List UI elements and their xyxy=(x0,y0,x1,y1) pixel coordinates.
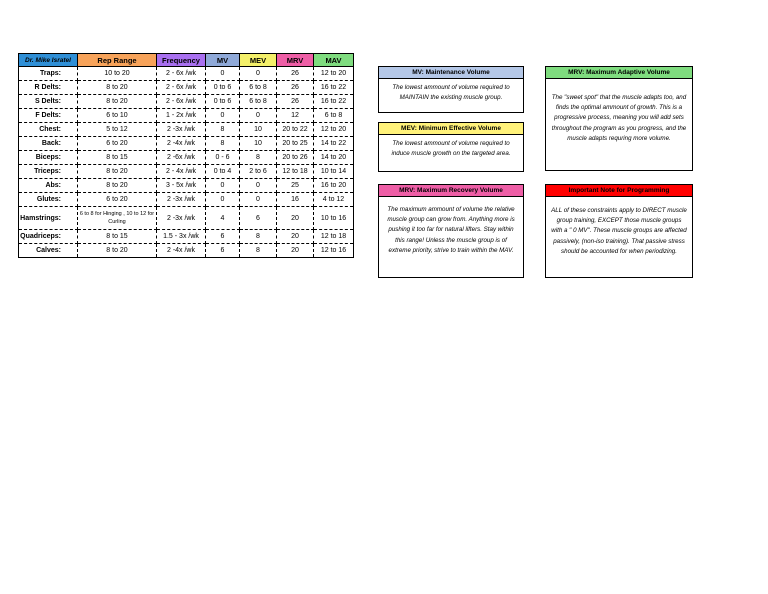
mv-header: MV xyxy=(206,54,240,67)
mv-cell: 0 - 6 xyxy=(206,151,240,165)
mv-cell: 6 xyxy=(206,244,240,258)
table-row xyxy=(19,165,354,179)
rep-range-cell: 6 to 8 for Hinging , 10 to 12 for Curling xyxy=(78,207,157,230)
author-header: Dr. Mike Isratel xyxy=(19,54,78,67)
table-row xyxy=(19,207,354,230)
mrv-header: MRV xyxy=(277,54,314,67)
mav-cell: 6 to 8 xyxy=(314,109,354,123)
mev-cell: 0 xyxy=(240,193,277,207)
mev-cell: 6 to 8 xyxy=(240,95,277,109)
mv-cell: 0 xyxy=(206,67,240,81)
mrv-box-title: MRV: Maximum Recovery Volume xyxy=(379,185,523,197)
table-header-row xyxy=(19,54,354,67)
mv-cell: 4 xyxy=(206,207,240,230)
mrv-cell: 26 xyxy=(277,67,314,81)
note-info-box xyxy=(545,184,693,278)
note-box-title: Important Note for Programming xyxy=(546,185,692,197)
mrv-cell: 12 xyxy=(277,109,314,123)
table-row xyxy=(19,244,354,258)
mv-cell: 0 xyxy=(206,193,240,207)
rep-range-cell: 6 to 20 xyxy=(78,193,157,207)
frequency-cell: 2 - 6x /wk xyxy=(157,81,206,95)
mrv-cell: 26 xyxy=(277,81,314,95)
table-row xyxy=(19,81,354,95)
muscle-cell: Calves: xyxy=(19,244,78,258)
mav-cell: 12 to 18 xyxy=(314,230,354,244)
mv-box-title: MV: Maintenance Volume xyxy=(379,67,523,79)
mav-cell: 14 to 20 xyxy=(314,151,354,165)
mav-cell: 16 to 20 xyxy=(314,179,354,193)
mv-cell: 6 xyxy=(206,230,240,244)
mrv-cell: 20 xyxy=(277,230,314,244)
rep-range-cell: 8 to 15 xyxy=(78,230,157,244)
mrv-cell: 20 to 22 xyxy=(277,123,314,137)
mav-box-title: MRV: Maximum Adaptive Volume xyxy=(546,67,692,79)
mav-cell: 10 to 16 xyxy=(314,207,354,230)
mv-cell: 8 xyxy=(206,123,240,137)
muscle-cell: Hamstrings: xyxy=(19,207,78,230)
mrv-cell: 26 xyxy=(277,95,314,109)
mev-cell: 10 xyxy=(240,123,277,137)
muscle-cell: Traps: xyxy=(19,67,78,81)
mv-cell: 0 to 6 xyxy=(206,95,240,109)
muscle-cell: F Delts: xyxy=(19,109,78,123)
mrv-cell: 20 to 26 xyxy=(277,151,314,165)
mev-header: MEV xyxy=(240,54,277,67)
mrv-info-box xyxy=(378,184,524,278)
mrv-cell: 16 xyxy=(277,193,314,207)
mrv-cell: 20 xyxy=(277,207,314,230)
mv-cell: 0 xyxy=(206,109,240,123)
frequency-cell: 3 - 5x /wk xyxy=(157,179,206,193)
mv-box-body: The lowest ammount of volume required to MAINTAIN the existing muscle group. xyxy=(392,84,510,102)
frequency-header: Frequency xyxy=(157,54,206,67)
muscle-cell: Quadriceps: xyxy=(19,230,78,244)
mev-cell: 0 xyxy=(240,179,277,193)
mev-cell: 0 xyxy=(240,109,277,123)
muscle-cell: Biceps: xyxy=(19,151,78,165)
mav-cell: 4 to 12 xyxy=(314,193,354,207)
mv-cell: 0 to 6 xyxy=(206,81,240,95)
mv-info-box xyxy=(378,66,524,113)
muscle-cell: S Delts: xyxy=(19,95,78,109)
frequency-cell: 1.5 - 3x /wk xyxy=(157,230,206,244)
table-row xyxy=(19,109,354,123)
note-box-body: ALL of these constraints apply to DIRECT muscle group training, EXCEPT those muscle groups with a " 0 MV". These muscle groups are affected passively, (non-iso training). That passive stress should be accounted for when periodizing. xyxy=(551,207,687,255)
muscle-cell: Abs: xyxy=(19,179,78,193)
muscle-cell: R Delts: xyxy=(19,81,78,95)
frequency-cell: 2 -4x /wk xyxy=(157,244,206,258)
mrv-cell: 20 to 25 xyxy=(277,137,314,151)
mrv-cell: 25 xyxy=(277,179,314,193)
mav-cell: 16 to 22 xyxy=(314,81,354,95)
table-row xyxy=(19,95,354,109)
table-row xyxy=(19,230,354,244)
mev-box-body: The lowest ammount of volume required to induce muscle growth on the targeted area. xyxy=(391,140,511,158)
mav-info-box xyxy=(545,66,693,171)
mev-cell: 8 xyxy=(240,244,277,258)
mev-cell: 8 xyxy=(240,230,277,244)
rep-range-header: Rep Range xyxy=(78,54,157,67)
frequency-cell: 2 -4x /wk xyxy=(157,137,206,151)
mav-cell: 12 to 20 xyxy=(314,123,354,137)
mav-header: MAV xyxy=(314,54,354,67)
table-row xyxy=(19,193,354,207)
rep-range-cell: 8 to 15 xyxy=(78,151,157,165)
mev-info-box xyxy=(378,122,524,172)
table-row xyxy=(19,67,354,81)
frequency-cell: 2 - 4x /wk xyxy=(157,165,206,179)
muscle-cell: Chest: xyxy=(19,123,78,137)
frequency-cell: 2 -3x /wk xyxy=(157,193,206,207)
rep-range-cell: 6 to 20 xyxy=(78,137,157,151)
mav-cell: 12 to 20 xyxy=(314,67,354,81)
mev-cell: 8 xyxy=(240,151,277,165)
table-body xyxy=(19,67,354,258)
rep-range-cell: 8 to 20 xyxy=(78,179,157,193)
mev-cell: 0 xyxy=(240,67,277,81)
mav-box-body: The "sweet spot" that the muscle adapts too, and finds the optimal ammount of growth. This is a progressive process, meaning you will add sets throughout the program as you progress, and the muscle adapts requring more volume. xyxy=(551,94,687,142)
mrv-box-body: The maximum ammount of volume the relative muscle group can grow from. Anything more is pushing it too far for natural lifters. Stay within this range! Unless the muscle group is of extreme priority, strive to train within the MAV. xyxy=(387,206,515,254)
mev-cell: 10 xyxy=(240,137,277,151)
muscle-cell: Back: xyxy=(19,137,78,151)
mav-cell: 10 to 14 xyxy=(314,165,354,179)
rep-range-cell: 6 to 10 xyxy=(78,109,157,123)
frequency-cell: 2 -6x /wk xyxy=(157,151,206,165)
rep-range-cell: 8 to 20 xyxy=(78,244,157,258)
muscle-cell: Glutes: xyxy=(19,193,78,207)
mrv-cell: 20 xyxy=(277,244,314,258)
mav-cell: 16 to 22 xyxy=(314,95,354,109)
mv-cell: 8 xyxy=(206,137,240,151)
table-row xyxy=(19,179,354,193)
frequency-cell: 2 -3x /wk xyxy=(157,207,206,230)
mv-cell: 0 to 4 xyxy=(206,165,240,179)
frequency-cell: 1 - 2x /wk xyxy=(157,109,206,123)
rep-range-cell: 8 to 20 xyxy=(78,95,157,109)
rep-range-cell: 8 to 20 xyxy=(78,81,157,95)
rep-range-cell: 10 to 20 xyxy=(78,67,157,81)
frequency-cell: 2 - 6x /wk xyxy=(157,95,206,109)
table-row xyxy=(19,123,354,137)
mev-cell: 6 xyxy=(240,207,277,230)
table-row xyxy=(19,151,354,165)
rep-range-cell: 8 to 20 xyxy=(78,165,157,179)
mev-cell: 2 to 6 xyxy=(240,165,277,179)
volume-table xyxy=(18,53,354,258)
mev-cell: 6 to 8 xyxy=(240,81,277,95)
mav-cell: 14 to 22 xyxy=(314,137,354,151)
frequency-cell: 2 -3x /wk xyxy=(157,123,206,137)
frequency-cell: 2 - 6x /wk xyxy=(157,67,206,81)
mav-cell: 12 to 16 xyxy=(314,244,354,258)
mrv-cell: 12 to 18 xyxy=(277,165,314,179)
mev-box-title: MEV: Minimum Effective Volume xyxy=(379,123,523,135)
table-row xyxy=(19,137,354,151)
rep-range-cell: 5 to 12 xyxy=(78,123,157,137)
mv-cell: 0 xyxy=(206,179,240,193)
muscle-cell: Triceps: xyxy=(19,165,78,179)
